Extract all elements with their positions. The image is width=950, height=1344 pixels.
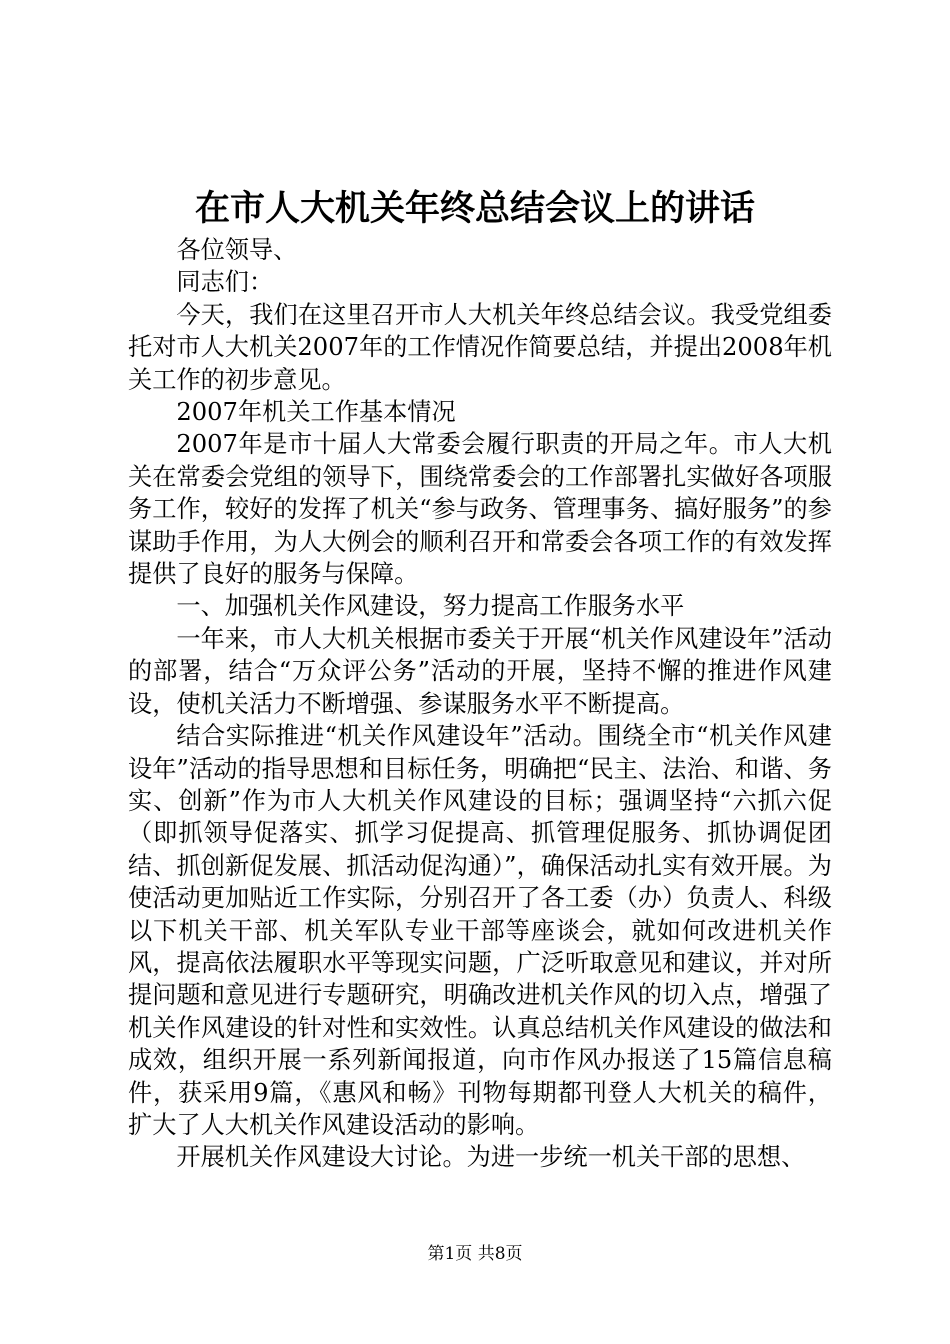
page-footer: 第1页 共8页 bbox=[427, 1244, 523, 1264]
paragraph-opening: 今天，我们在这里召开市人大机关年终总结会议。我受党组委托对市人大机关2007年的工作情况作简要总结，并提出2008年机关工作的初步意见。 bbox=[128, 300, 832, 394]
paragraph-section-one-intro: 一年来，市人大机关根据市委关于开展“机关作风建设年”活动的部署，结合“万众评公务”活动的开展，坚持不懈的推进作风建设，使机关活力不断增强、参谋服务水平不断提高。 bbox=[128, 624, 832, 718]
paragraph-section-one-detail: 结合实际推进“机关作风建设年”活动。围绕全市“机关作风建设年”活动的指导思想和目标任务，明确把“民主、法治、和谐、务实、创新”作为市人大机关作风建设的目标；强调坚持“六抓六促（即抓领导促落实、抓学习促提高、抓管理促服务、抓协调促团结、抓创新促发展、抓活动促沟通）”，确保活动扎实有效开展。为使活动更加贴近工作实际，分别召开了各工委（办）负责人、科级以下机关干部、机关军队专业干部等座谈会，就如何改进机关作风，提高依法履职水平等现实问题，广泛听取意见和建议，并对所提问题和意见进行专题研究，明确改进机关作风的切入点，增强了机关作风建设的针对性和实效性。认真总结机关作风建设的做法和成效，组织开展一系列新闻报道，向市作风办报送了15篇信息稿件，获采用9篇，《惠风和畅》刊物每期都刊登人大机关的稿件，扩大了人大机关作风建设活动的影响。 bbox=[128, 722, 832, 1139]
paragraph-overview: 2007年是市十届人大常委会履行职责的开局之年。市人大机关在常委会党组的领导下，围绕常委会的工作部署扎实做好各项服务工作，较好的发挥了机关“参与政务、管理事务、搞好服务”的参谋助手作用，为人大例会的顺利召开和常委会各项工作的有效发挥提供了良好的服务与保障。 bbox=[128, 430, 832, 589]
salutation-line-2: 同志们： bbox=[176, 268, 274, 297]
section-heading-one: 一、加强机关作风建设，努力提高工作服务水平 bbox=[176, 592, 685, 621]
document-body bbox=[128, 234, 832, 1174]
section-heading-overview: 2007年机关工作基本情况 bbox=[176, 398, 456, 427]
paragraph-section-one-discussion: 开展机关作风建设大讨论。为进一步统一机关干部的思想、 bbox=[176, 1143, 806, 1172]
document-title: 在市人大机关年终总结会议上的讲话 bbox=[194, 188, 755, 229]
salutation-line-1: 各位领导、 bbox=[176, 236, 298, 264]
